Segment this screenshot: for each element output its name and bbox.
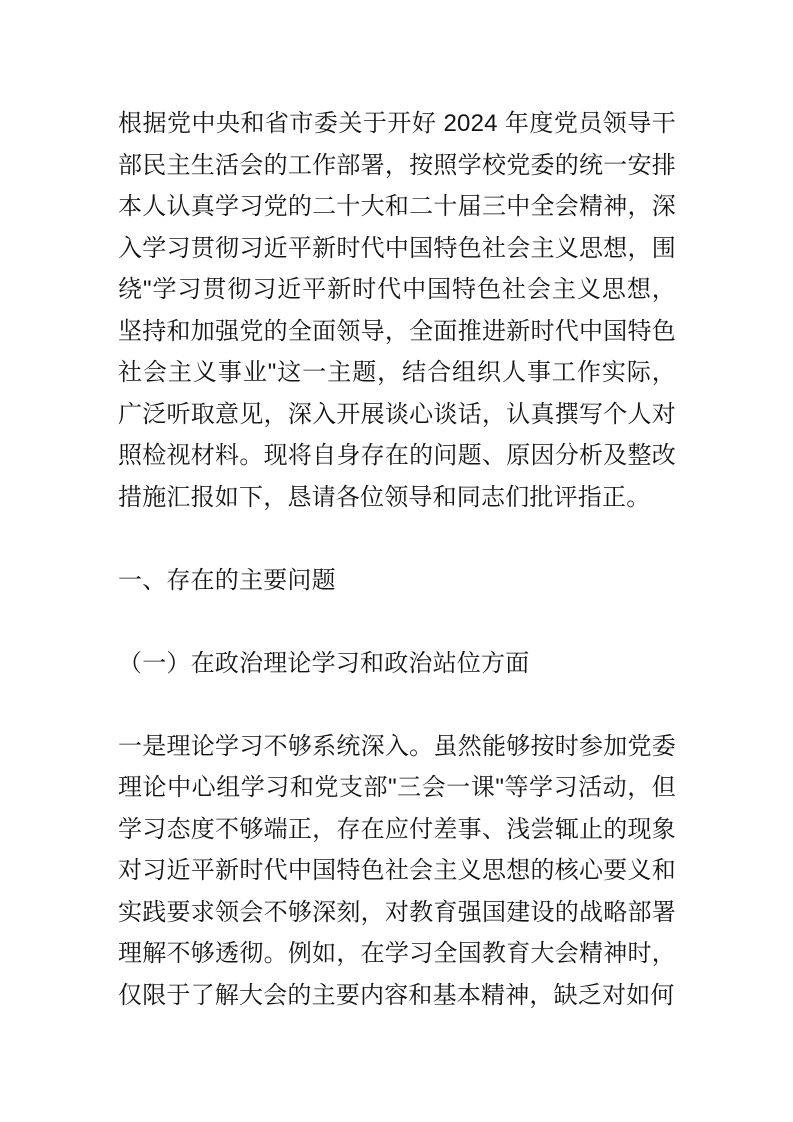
paragraph-theory-study-issue: 一是理论学习不够系统深入。虽然能够按时参加党委理论中心组学习和党支部"三会一课"等学习活动，但学习态度不够端正，存在应付差事、浅尝辄止的现象对习近平新时代中国特色社会主义思想的核心要义和实践要求领会不够深刻，对教育强国建设的战略部署理解不够透彻。例如，在学习全国教育大会精神时，仅限于了解大会的主要内容和基本精神，缺乏对如何 [118,732,676,1009]
subheading-political-theory-section: （一）在政治理论学习和政治站位方面 [118,649,530,677]
heading-main-problems: 一、存在的主要问题 [118,566,336,594]
paragraph-intro: 根据党中央和省市委关于开好 2024 年度党员领导干部民主生活会的工作部署，按照学校党委的统一安排本人认真学习党的二十大和二十届三中全会精神，深入学习贯彻习近平新时代中国特色社会主义思想，围绕"学习贯彻习近平新时代中国特色社会主义思想，坚持和加强党的全面领导，全面推进新时代中国特色社会主义事业"这一主题，结合组织人事工作实际，广泛听取意见，深入开展谈心谈话，认真撰写个人对照检视材料。现将自身存在的问题、原因分析及整改措施汇报如下，恳请各位领导和同志们批评指正。 [118,110,676,511]
